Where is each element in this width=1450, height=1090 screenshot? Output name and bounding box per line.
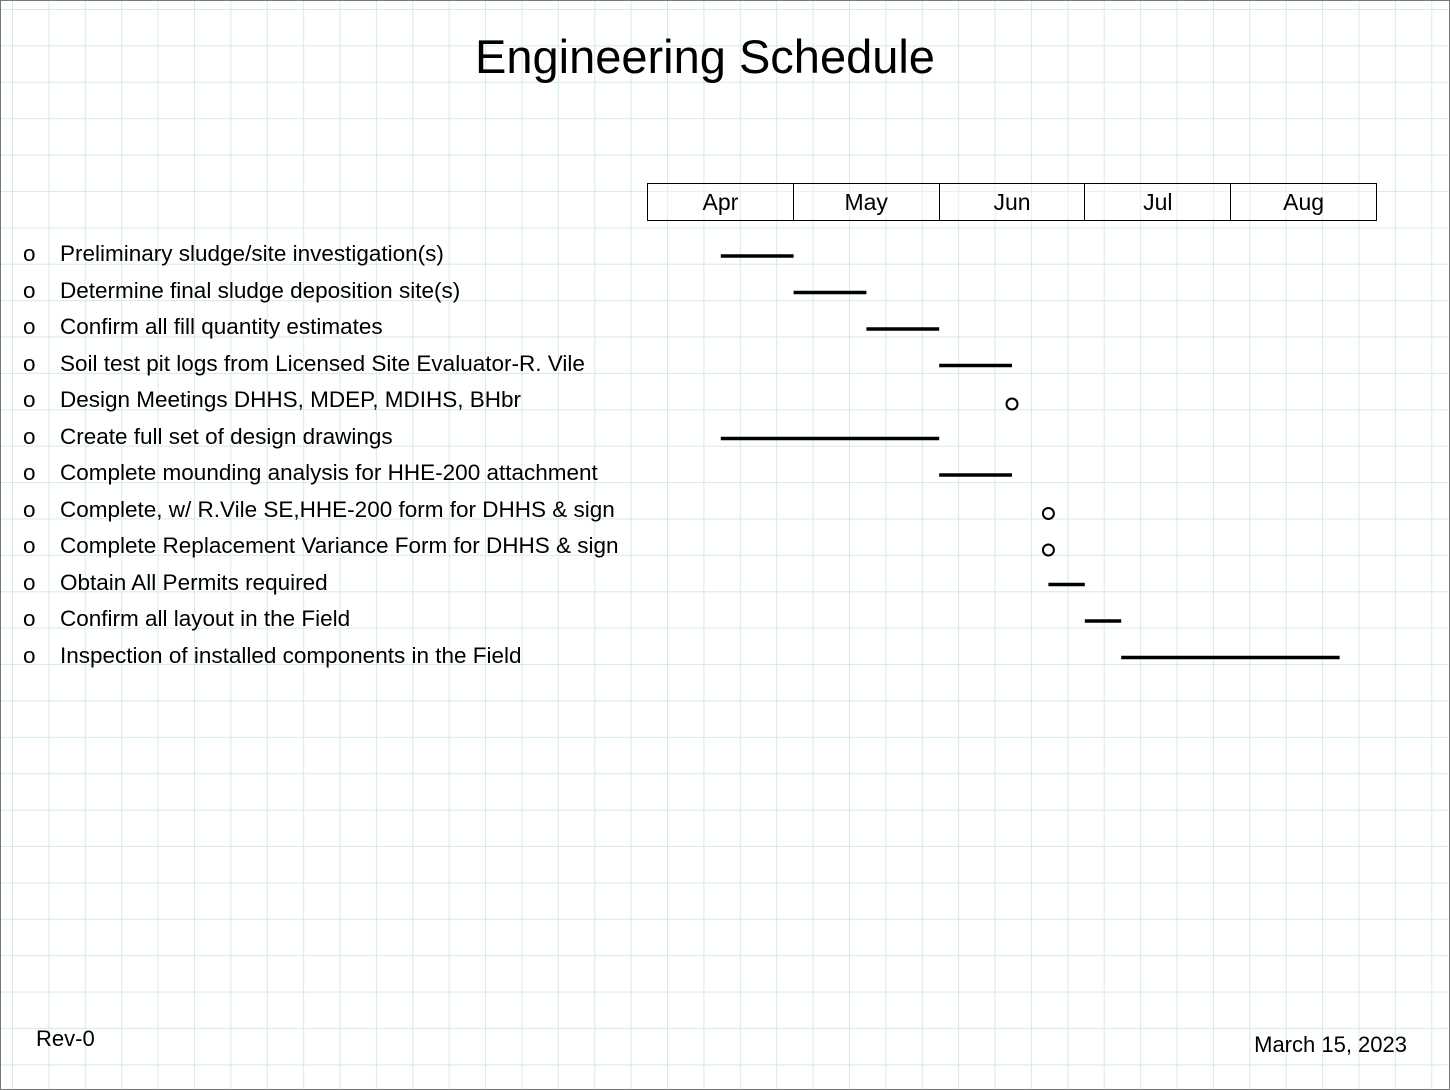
bullet-marker: o bbox=[23, 496, 36, 522]
task-label: Determine final sludge deposition site(s) bbox=[60, 277, 461, 303]
task-label: Soil test pit logs from Licensed Site Evaluator-R. Vile bbox=[60, 350, 585, 376]
month-label: Aug bbox=[1283, 188, 1325, 215]
bullet-marker: o bbox=[23, 606, 36, 631]
milestone-marker bbox=[1007, 399, 1018, 410]
bullet-marker: o bbox=[23, 642, 36, 668]
task-label: Design Meetings DHHS, MDEP, MDIHS, BHbr bbox=[60, 387, 521, 412]
revision-label: Rev-0 bbox=[36, 1026, 95, 1051]
page-title: Engineering Schedule bbox=[475, 30, 935, 83]
milestone-marker bbox=[1043, 508, 1054, 519]
task-label: Confirm all fill quantity estimates bbox=[60, 314, 383, 339]
bullet-marker: o bbox=[23, 314, 36, 339]
task-label: Obtain All Permits required bbox=[60, 569, 328, 595]
bullet-marker: o bbox=[23, 533, 36, 558]
task-label: Complete Replacement Variance Form for DHHS & sign bbox=[60, 533, 619, 558]
bullet-marker: o bbox=[23, 423, 36, 449]
bullet-marker: o bbox=[23, 241, 36, 266]
bullet-marker: o bbox=[23, 387, 36, 412]
task-label: Preliminary sludge/site investigation(s) bbox=[60, 241, 444, 266]
bullet-marker: o bbox=[23, 569, 36, 595]
month-label: Jul bbox=[1085, 184, 1231, 220]
milestone-marker bbox=[1043, 545, 1054, 556]
month-label: Jun bbox=[940, 184, 1086, 220]
task-label: Create full set of design drawings bbox=[60, 423, 393, 449]
task-label: Complete, w/ R.Vile SE,HHE-200 form for DHHS & sign bbox=[60, 496, 615, 522]
bullet-marker: o bbox=[23, 350, 36, 376]
task-label: Inspection of installed components in the Field bbox=[60, 642, 522, 668]
task-label: Confirm all layout in the Field bbox=[60, 606, 351, 631]
month-label: Apr bbox=[648, 184, 794, 220]
task-label: Complete mounding analysis for HHE-200 attachment bbox=[60, 460, 598, 485]
gantt-chart bbox=[1, 1, 1449, 1089]
bullet-marker: o bbox=[23, 277, 36, 303]
month-label: May bbox=[794, 184, 940, 220]
bullet-marker: o bbox=[23, 460, 36, 485]
document-date: March 15, 2023 bbox=[1254, 1032, 1407, 1057]
